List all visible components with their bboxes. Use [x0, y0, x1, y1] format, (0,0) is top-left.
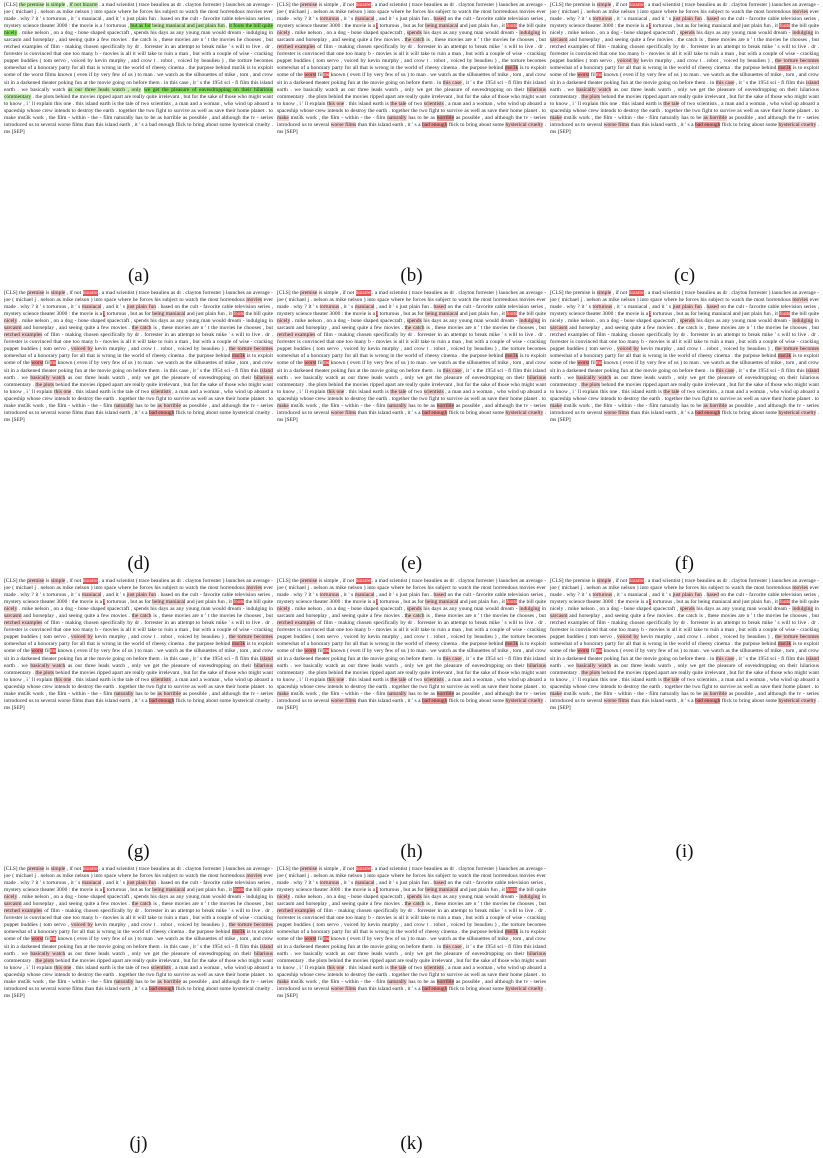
panel-b: [277, 2, 546, 286]
highlighted-passage: [CLS] the premise is simple , if not bizarre . a mad scientist ( trace beaulieu as dr . clayton forrester ) launches an average - joe ( michael j . nelson as mike nelson ) into space where he forces his subject to watch the most horrendous movies ever made . why ? it ' s torturous , it ' s maniacal , and it ' s just plain fun . based on the cult - favorite cable television series , mystery science theater 3000 : the movie is a ! torturous , but as for being maniacal and just plain fun , it foots the bill quite nicely . mike nelson , on a dog - bone shaped spacecraft , spends his days as any young man would dream - indulging in sarcasm and horseplay , and seeing quite a few movies . the catch is , these movies are n ' t the movies he chooses , but retched examples of film - making chosen specifically by dr . forrester in an attempt to break mike ' s will to live . dr . forrester is convinced that one too many b - movies is all it will take to ruin a man , but with a couple of wise - cracking puppet buddies ( tom servo , voiced by kevin murphy , and crow t . robot , voiced by beaulieu ) , the torture becomes somewhat of a honorary party for all that is wrong in the world of cheesy cinema . the purpose behind mst3k is to exploit some of the worst films known ( even if by very few of us ) to man . we watch as the silhouettes of mike , tom , and crow sit in a darkened theater poking fun at the movie going on before them . in this case , it ' s the 1954 sci - fi film this island earth . we basically watch as our three leads watch , only we get the pleasure of eavesdropping on their hilarious commentary . the plots behind the movies ripped apart are really quite irrelevant , but for the sake of those who might want to know , i ' ll explain this one . this island earth is the tale of two scientists , a man and a woman , who wind up aboard a spaceship whose crew intends to destroy the earth . together the two fight to survive as well as save their home planet . to make mst3k work , the film - within - the - film naturally has to be as horrible as possible , and although the tv - series introduced us to several worse films than this island earth , it ' s a bad enough flick to bring about some hysterical cruelty . ms [SEP]: [550, 2, 819, 135]
highlighted-passage: [CLS] the premise is simple , if not bizarre . a mad scientist ( trace beaulieu as dr . clayton forrester ) launches an average - joe ( michael j . nelson as mike nelson ) into space where he forces his subject to watch the most horrendous movies ever made . why ? it ' s torturous , it ' s maniacal , and it ' s just plain fun . based on the cult - favorite cable television series , mystery science theater 3000 : the movie is a ! torturous , but as for being maniacal and just plain fun , it foots the bill quite nicely . mike nelson , on a dog - bone shaped spacecraft , spends his days as any young man would dream - indulging in sarcasm and horseplay , and seeing quite a few movies . the catch is , these movies are n ' t the movies he chooses , but retched examples of film - making chosen specifically by dr . forrester in an attempt to break mike ' s will to live . dr . forrester is convinced that one too many b - movies is all it will take to ruin a man , but with a couple of wise - cracking puppet buddies ( tom servo , voiced by kevin murphy , and crow t . robot , voiced by beaulieu ) , the torture becomes somewhat of a honorary party for all that is wrong in the world of cheesy cinema . the purpose behind mst3k is to exploit some of the worst films known ( even if by very few of us ) to man . we watch as the silhouettes of mike , tom , and crow sit in a darkened theater poking fun at the movie going on before them . in this case , it ' s the 1954 sci - fi film this island earth . we basically watch as our three leads watch , only we get the pleasure of eavesdropping on their hilarious commentary . the plots behind the movies ripped apart are really quite irrelevant , but for the sake of those who might want to know , i ' ll explain this one . this island earth is the tale of two scientists , a man and a woman , who wind up aboard a spaceship whose crew intends to destroy the earth . together the two fight to survive as well as save their home planet . to make mst3k work , the film - within - the - film naturally has to be as horrible as possible , and although the tv - series introduced us to several worse films than this island earth , it ' s a bad enough flick to bring about some hysterical cruelty . ms [SEP]: [4, 866, 273, 999]
panel-label: (i): [675, 841, 694, 862]
panel-label: (j): [129, 1133, 148, 1154]
panel-k: [277, 866, 546, 1154]
panel-label: (k): [400, 1133, 423, 1154]
panel-a: [4, 2, 273, 286]
highlighted-passage: [CLS] the premise is simple , if not bizarre . a mad scientist ( trace beaulieu as dr . clayton forrester ) launches an average - joe ( michael j . nelson as mike nelson ) into space where he forces his subject to watch the most horrendous movies ever made . why ? it ' s torturous , it ' s maniacal , and it ' s just plain fun . based on the cult - favorite cable television series , mystery science theater 3000 : the movie is a ! torturous , but as for being maniacal and just plain fun , it foots the bill quite nicely . mike nelson , on a dog - bone shaped spacecraft , spends his days as any young man would dream - indulging in sarcasm and horseplay , and seeing quite a few movies . the catch is , these movies are n ' t the movies he chooses , but retched examples of film - making chosen specifically by dr . forrester in an attempt to break mike ' s will to live . dr . forrester is convinced that one too many b - movies is all it will take to ruin a man , but with a couple of wise - cracking puppet buddies ( tom servo , voiced by kevin murphy , and crow t . robot , voiced by beaulieu ) , the torture becomes somewhat of a honorary party for all that is wrong in the world of cheesy cinema . the purpose behind mst3k is to exploit some of the worst films known ( even if by very few of us ) to man . we watch as the silhouettes of mike , tom , and crow sit in a darkened theater poking fun at the movie going on before them . in this case , it ' s the 1954 sci - fi film this island earth . we basically watch as our three leads watch , only we get the pleasure of eavesdropping on their hilarious commentary . the plots behind the movies ripped apart are really quite irrelevant , but for the sake of those who might want to know , i ' ll explain this one . this island earth is the tale of two scientists , a man and a woman , who wind up aboard a spaceship whose crew intends to destroy the earth . together the two fight to survive as well as save their home planet . to make mst3k work , the film - within - the - film naturally has to be as horrible as possible , and although the tv - series introduced us to several worse films than this island earth , it ' s a bad enough flick to bring about some hysterical cruelty . ms [SEP]: [277, 2, 546, 135]
panel-e: [277, 290, 546, 574]
panel-label: (g): [127, 841, 150, 862]
highlighted-passage: [CLS] the premise is simple , if not bizarre . a mad scientist ( trace beaulieu as dr . clayton forrester ) launches an average - joe ( michael j . nelson as mike nelson ) into space where he forces his subject to watch the most horrendous movies ever made . why ? it ' s torturous , it ' s maniacal , and it ' s just plain fun . based on the cult - favorite cable television series , mystery science theater 3000 : the movie is a ! torturous , but as for being maniacal and just plain fun , it foots the bill quite nicely . mike nelson , on a dog - bone shaped spacecraft , spends his days as any young man would dream - indulging in sarcasm and horseplay , and seeing quite a few movies . the catch is , these movies are n ' t the movies he chooses , but retched examples of film - making chosen specifically by dr . forrester in an attempt to break mike ' s will to live . dr . forrester is convinced that one too many b - movies is all it will take to ruin a man , but with a couple of wise - cracking puppet buddies ( tom servo , voiced by kevin murphy , and crow t . robot , voiced by beaulieu ) , the torture becomes somewhat of a honorary party for all that is wrong in the world of cheesy cinema . the purpose behind mst3k is to exploit some of the worst films known ( even if by very few of us ) to man . we watch as the silhouettes of mike , tom , and crow sit in a darkened theater poking fun at the movie going on before them . in this case , it ' s the 1954 sci - fi film this island earth . we basically watch as our three leads watch , only we get the pleasure of eavesdropping on their hilarious commentary . the plots behind the movies ripped apart are really quite irrelevant , but for the sake of those who might want to know , i ' ll explain this one . this island earth is the tale of two scientists , a man and a woman , who wind up aboard a spaceship whose crew intends to destroy the earth . together the two fight to survive as well as save their home planet . to make mst3k work , the film - within - the - film naturally has to be as horrible as possible , and although the tv - series introduced us to several worse films than this island earth , it ' s a bad enough flick to bring about some hysterical cruelty . ms [SEP]: [550, 578, 819, 711]
panel-label: (e): [400, 553, 423, 574]
panel-c: [550, 2, 819, 286]
panel-f: [550, 290, 819, 574]
panel-h: [277, 578, 546, 862]
panel-d: [4, 290, 273, 574]
panel-j: [4, 866, 273, 1154]
panel-label: (a): [127, 265, 150, 286]
panel-row: [4, 578, 819, 862]
figure-grid: [4, 2, 819, 1158]
highlighted-passage: [CLS] the premise is simple , if not bizarre . a mad scientist ( trace beaulieu as dr . clayton forrester ) launches an average - joe ( michael j . nelson as mike nelson ) into space where he forces his subject to watch the most horrendous movies ever made . why ? it ' s torturous , it ' s maniacal , and it ' s just plain fun . based on the cult - favorite cable television series , mystery science theater 3000 : the movie is a ! torturous , but as for being maniacal and just plain fun , it foots the bill quite nicely . mike nelson , on a dog - bone shaped spacecraft , spends his days as any young man would dream - indulging in sarcasm and horseplay , and seeing quite a few movies . the catch is , these movies are n ' t the movies he chooses , but retched examples of film - making chosen specifically by dr . forrester in an attempt to break mike ' s will to live . dr . forrester is convinced that one too many b - movies is all it will take to ruin a man , but with a couple of wise - cracking puppet buddies ( tom servo , voiced by kevin murphy , and crow t . robot , voiced by beaulieu ) , the torture becomes somewhat of a honorary party for all that is wrong in the world of cheesy cinema . the purpose behind mst3k is to exploit some of the worst films known ( even if by very few of us ) to man . we watch as the silhouettes of mike , tom , and crow sit in a darkened theater poking fun at the movie going on before them . in this case , it ' s the 1954 sci - fi film this island earth . we basically watch as our three leads watch , only we get the pleasure of eavesdropping on their hilarious commentary . the plots behind the movies ripped apart are really quite irrelevant , but for the sake of those who might want to know , i ' ll explain this one . this island earth is the tale of two scientists , a man and a woman , who wind up aboard a spaceship whose crew intends to destroy the earth . together the two fight to survive as well as save their home planet . to make mst3k work , the film - within - the - film naturally has to be as horrible as possible , and although the tv - series introduced us to several worse films than this island earth , it ' s a bad enough flick to bring about some hysterical cruelty . ms [SEP]: [4, 2, 273, 135]
panel-row: [4, 290, 819, 574]
panel-label: (h): [400, 841, 423, 862]
panel-label: (c): [673, 265, 696, 286]
panel-row: [4, 866, 819, 1154]
panel-i: [550, 578, 819, 862]
highlighted-passage: [CLS] the premise is simple , if not bizarre . a mad scientist ( trace beaulieu as dr . clayton forrester ) launches an average - joe ( michael j . nelson as mike nelson ) into space where he forces his subject to watch the most horrendous movies ever made . why ? it ' s torturous , it ' s maniacal , and it ' s just plain fun . based on the cult - favorite cable television series , mystery science theater 3000 : the movie is a ! torturous , but as for being maniacal and just plain fun , it foots the bill quite nicely . mike nelson , on a dog - bone shaped spacecraft , spends his days as any young man would dream - indulging in sarcasm and horseplay , and seeing quite a few movies . the catch is , these movies are n ' t the movies he chooses , but retched examples of film - making chosen specifically by dr . forrester in an attempt to break mike ' s will to live . dr . forrester is convinced that one too many b - movies is all it will take to ruin a man , but with a couple of wise - cracking puppet buddies ( tom servo , voiced by kevin murphy , and crow t . robot , voiced by beaulieu ) , the torture becomes somewhat of a honorary party for all that is wrong in the world of cheesy cinema . the purpose behind mst3k is to exploit some of the worst films known ( even if by very few of us ) to man . we watch as the silhouettes of mike , tom , and crow sit in a darkened theater poking fun at the movie going on before them . in this case , it ' s the 1954 sci - fi film this island earth . we basically watch as our three leads watch , only we get the pleasure of eavesdropping on their hilarious commentary . the plots behind the movies ripped apart are really quite irrelevant , but for the sake of those who might want to know , i ' ll explain this one . this island earth is the tale of two scientists , a man and a woman , who wind up aboard a spaceship whose crew intends to destroy the earth . together the two fight to survive as well as save their home planet . to make mst3k work , the film - within - the - film naturally has to be as horrible as possible , and although the tv - series introduced us to several worse films than this island earth , it ' s a bad enough flick to bring about some hysterical cruelty . ms [SEP]: [277, 578, 546, 711]
panel-label: (b): [400, 265, 423, 286]
highlighted-passage: [CLS] the premise is simple , if not bizarre . a mad scientist ( trace beaulieu as dr . clayton forrester ) launches an average - joe ( michael j . nelson as mike nelson ) into space where he forces his subject to watch the most horrendous movies ever made . why ? it ' s torturous , it ' s maniacal , and it ' s just plain fun . based on the cult - favorite cable television series , mystery science theater 3000 : the movie is a ! torturous , but as for being maniacal and just plain fun , it foots the bill quite nicely . mike nelson , on a dog - bone shaped spacecraft , spends his days as any young man would dream - indulging in sarcasm and horseplay , and seeing quite a few movies . the catch is , these movies are n ' t the movies he chooses , but retched examples of film - making chosen specifically by dr . forrester in an attempt to break mike ' s will to live . dr . forrester is convinced that one too many b - movies is all it will take to ruin a man , but with a couple of wise - cracking puppet buddies ( tom servo , voiced by kevin murphy , and crow t . robot , voiced by beaulieu ) , the torture becomes somewhat of a honorary party for all that is wrong in the world of cheesy cinema . the purpose behind mst3k is to exploit some of the worst films known ( even if by very few of us ) to man . we watch as the silhouettes of mike , tom , and crow sit in a darkened theater poking fun at the movie going on before them . in this case , it ' s the 1954 sci - fi film this island earth . we basically watch as our three leads watch , only we get the pleasure of eavesdropping on their hilarious commentary . the plots behind the movies ripped apart are really quite irrelevant , but for the sake of those who might want to know , i ' ll explain this one . this island earth is the tale of two scientists , a man and a woman , who wind up aboard a spaceship whose crew intends to destroy the earth . together the two fight to survive as well as save their home planet . to make mst3k work , the film - within - the - film naturally has to be as horrible as possible , and although the tv - series introduced us to several worse films than this island earth , it ' s a bad enough flick to bring about some hysterical cruelty . ms [SEP]: [277, 866, 546, 999]
highlighted-passage: [CLS] the premise is simple , if not bizarre . a mad scientist ( trace beaulieu as dr . clayton forrester ) launches an average - joe ( michael j . nelson as mike nelson ) into space where he forces his subject to watch the most horrendous movies ever made . why ? it ' s torturous , it ' s maniacal , and it ' s just plain fun . based on the cult - favorite cable television series , mystery science theater 3000 : the movie is a ! torturous , but as for being maniacal and just plain fun , it foots the bill quite nicely . mike nelson , on a dog - bone shaped spacecraft , spends his days as any young man would dream - indulging in sarcasm and horseplay , and seeing quite a few movies . the catch is , these movies are n ' t the movies he chooses , but retched examples of film - making chosen specifically by dr . forrester in an attempt to break mike ' s will to live . dr . forrester is convinced that one too many b - movies is all it will take to ruin a man , but with a couple of wise - cracking puppet buddies ( tom servo , voiced by kevin murphy , and crow t . robot , voiced by beaulieu ) , the torture becomes somewhat of a honorary party for all that is wrong in the world of cheesy cinema . the purpose behind mst3k is to exploit some of the worst films known ( even if by very few of us ) to man . we watch as the silhouettes of mike , tom , and crow sit in a darkened theater poking fun at the movie going on before them . in this case , it ' s the 1954 sci - fi film this island earth . we basically watch as our three leads watch , only we get the pleasure of eavesdropping on their hilarious commentary . the plots behind the movies ripped apart are really quite irrelevant , but for the sake of those who might want to know , i ' ll explain this one . this island earth is the tale of two scientists , a man and a woman , who wind up aboard a spaceship whose crew intends to destroy the earth . together the two fight to survive as well as save their home planet . to make mst3k work , the film - within - the - film naturally has to be as horrible as possible , and although the tv - series introduced us to several worse films than this island earth , it ' s a bad enough flick to bring about some hysterical cruelty . ms [SEP]: [4, 290, 273, 423]
panel-g: [4, 578, 273, 862]
panel-label: (f): [675, 553, 694, 574]
panel-row: [4, 2, 819, 286]
highlighted-passage: [CLS] the premise is simple , if not bizarre . a mad scientist ( trace beaulieu as dr . clayton forrester ) launches an average - joe ( michael j . nelson as mike nelson ) into space where he forces his subject to watch the most horrendous movies ever made . why ? it ' s torturous , it ' s maniacal , and it ' s just plain fun . based on the cult - favorite cable television series , mystery science theater 3000 : the movie is a ! torturous , but as for being maniacal and just plain fun , it foots the bill quite nicely . mike nelson , on a dog - bone shaped spacecraft , spends his days as any young man would dream - indulging in sarcasm and horseplay , and seeing quite a few movies . the catch is , these movies are n ' t the movies he chooses , but retched examples of film - making chosen specifically by dr . forrester in an attempt to break mike ' s will to live . dr . forrester is convinced that one too many b - movies is all it will take to ruin a man , but with a couple of wise - cracking puppet buddies ( tom servo , voiced by kevin murphy , and crow t . robot , voiced by beaulieu ) , the torture becomes somewhat of a honorary party for all that is wrong in the world of cheesy cinema . the purpose behind mst3k is to exploit some of the worst films known ( even if by very few of us ) to man . we watch as the silhouettes of mike , tom , and crow sit in a darkened theater poking fun at the movie going on before them . in this case , it ' s the 1954 sci - fi film this island earth . we basically watch as our three leads watch , only we get the pleasure of eavesdropping on their hilarious commentary . the plots behind the movies ripped apart are really quite irrelevant , but for the sake of those who might want to know , i ' ll explain this one . this island earth is the tale of two scientists , a man and a woman , who wind up aboard a spaceship whose crew intends to destroy the earth . together the two fight to survive as well as save their home planet . to make mst3k work , the film - within - the - film naturally has to be as horrible as possible , and although the tv - series introduced us to several worse films than this island earth , it ' s a bad enough flick to bring about some hysterical cruelty . ms [SEP]: [4, 578, 273, 711]
highlighted-passage: [CLS] the premise is simple , if not bizarre . a mad scientist ( trace beaulieu as dr . clayton forrester ) launches an average - joe ( michael j . nelson as mike nelson ) into space where he forces his subject to watch the most horrendous movies ever made . why ? it ' s torturous , it ' s maniacal , and it ' s just plain fun . based on the cult - favorite cable television series , mystery science theater 3000 : the movie is a ! torturous , but as for being maniacal and just plain fun , it foots the bill quite nicely . mike nelson , on a dog - bone shaped spacecraft , spends his days as any young man would dream - indulging in sarcasm and horseplay , and seeing quite a few movies . the catch is , these movies are n ' t the movies he chooses , but retched examples of film - making chosen specifically by dr . forrester in an attempt to break mike ' s will to live . dr . forrester is convinced that one too many b - movies is all it will take to ruin a man , but with a couple of wise - cracking puppet buddies ( tom servo , voiced by kevin murphy , and crow t . robot , voiced by beaulieu ) , the torture becomes somewhat of a honorary party for all that is wrong in the world of cheesy cinema . the purpose behind mst3k is to exploit some of the worst films known ( even if by very few of us ) to man . we watch as the silhouettes of mike , tom , and crow sit in a darkened theater poking fun at the movie going on before them . in this case , it ' s the 1954 sci - fi film this island earth . we basically watch as our three leads watch , only we get the pleasure of eavesdropping on their hilarious commentary . the plots behind the movies ripped apart are really quite irrelevant , but for the sake of those who might want to know , i ' ll explain this one . this island earth is the tale of two scientists , a man and a woman , who wind up aboard a spaceship whose crew intends to destroy the earth . together the two fight to survive as well as save their home planet . to make mst3k work , the film - within - the - film naturally has to be as horrible as possible , and although the tv - series introduced us to several worse films than this island earth , it ' s a bad enough flick to bring about some hysterical cruelty . ms [SEP]: [277, 290, 546, 423]
highlighted-passage: [CLS] the premise is simple , if not bizarre . a mad scientist ( trace beaulieu as dr . clayton forrester ) launches an average - joe ( michael j . nelson as mike nelson ) into space where he forces his subject to watch the most horrendous movies ever made . why ? it ' s torturous , it ' s maniacal , and it ' s just plain fun . based on the cult - favorite cable television series , mystery science theater 3000 : the movie is a ! torturous , but as for being maniacal and just plain fun , it foots the bill quite nicely . mike nelson , on a dog - bone shaped spacecraft , spends his days as any young man would dream - indulging in sarcasm and horseplay , and seeing quite a few movies . the catch is , these movies are n ' t the movies he chooses , but retched examples of film - making chosen specifically by dr . forrester in an attempt to break mike ' s will to live . dr . forrester is convinced that one too many b - movies is all it will take to ruin a man , but with a couple of wise - cracking puppet buddies ( tom servo , voiced by kevin murphy , and crow t . robot , voiced by beaulieu ) , the torture becomes somewhat of a honorary party for all that is wrong in the world of cheesy cinema . the purpose behind mst3k is to exploit some of the worst films known ( even if by very few of us ) to man . we watch as the silhouettes of mike , tom , and crow sit in a darkened theater poking fun at the movie going on before them . in this case , it ' s the 1954 sci - fi film this island earth . we basically watch as our three leads watch , only we get the pleasure of eavesdropping on their hilarious commentary . the plots behind the movies ripped apart are really quite irrelevant , but for the sake of those who might want to know , i ' ll explain this one . this island earth is the tale of two scientists , a man and a woman , who wind up aboard a spaceship whose crew intends to destroy the earth . together the two fight to survive as well as save their home planet . to make mst3k work , the film - within - the - film naturally has to be as horrible as possible , and although the tv - series introduced us to several worse films than this island earth , it ' s a bad enough flick to bring about some hysterical cruelty . ms [SEP]: [550, 290, 819, 423]
panel-label: (d): [127, 553, 150, 574]
